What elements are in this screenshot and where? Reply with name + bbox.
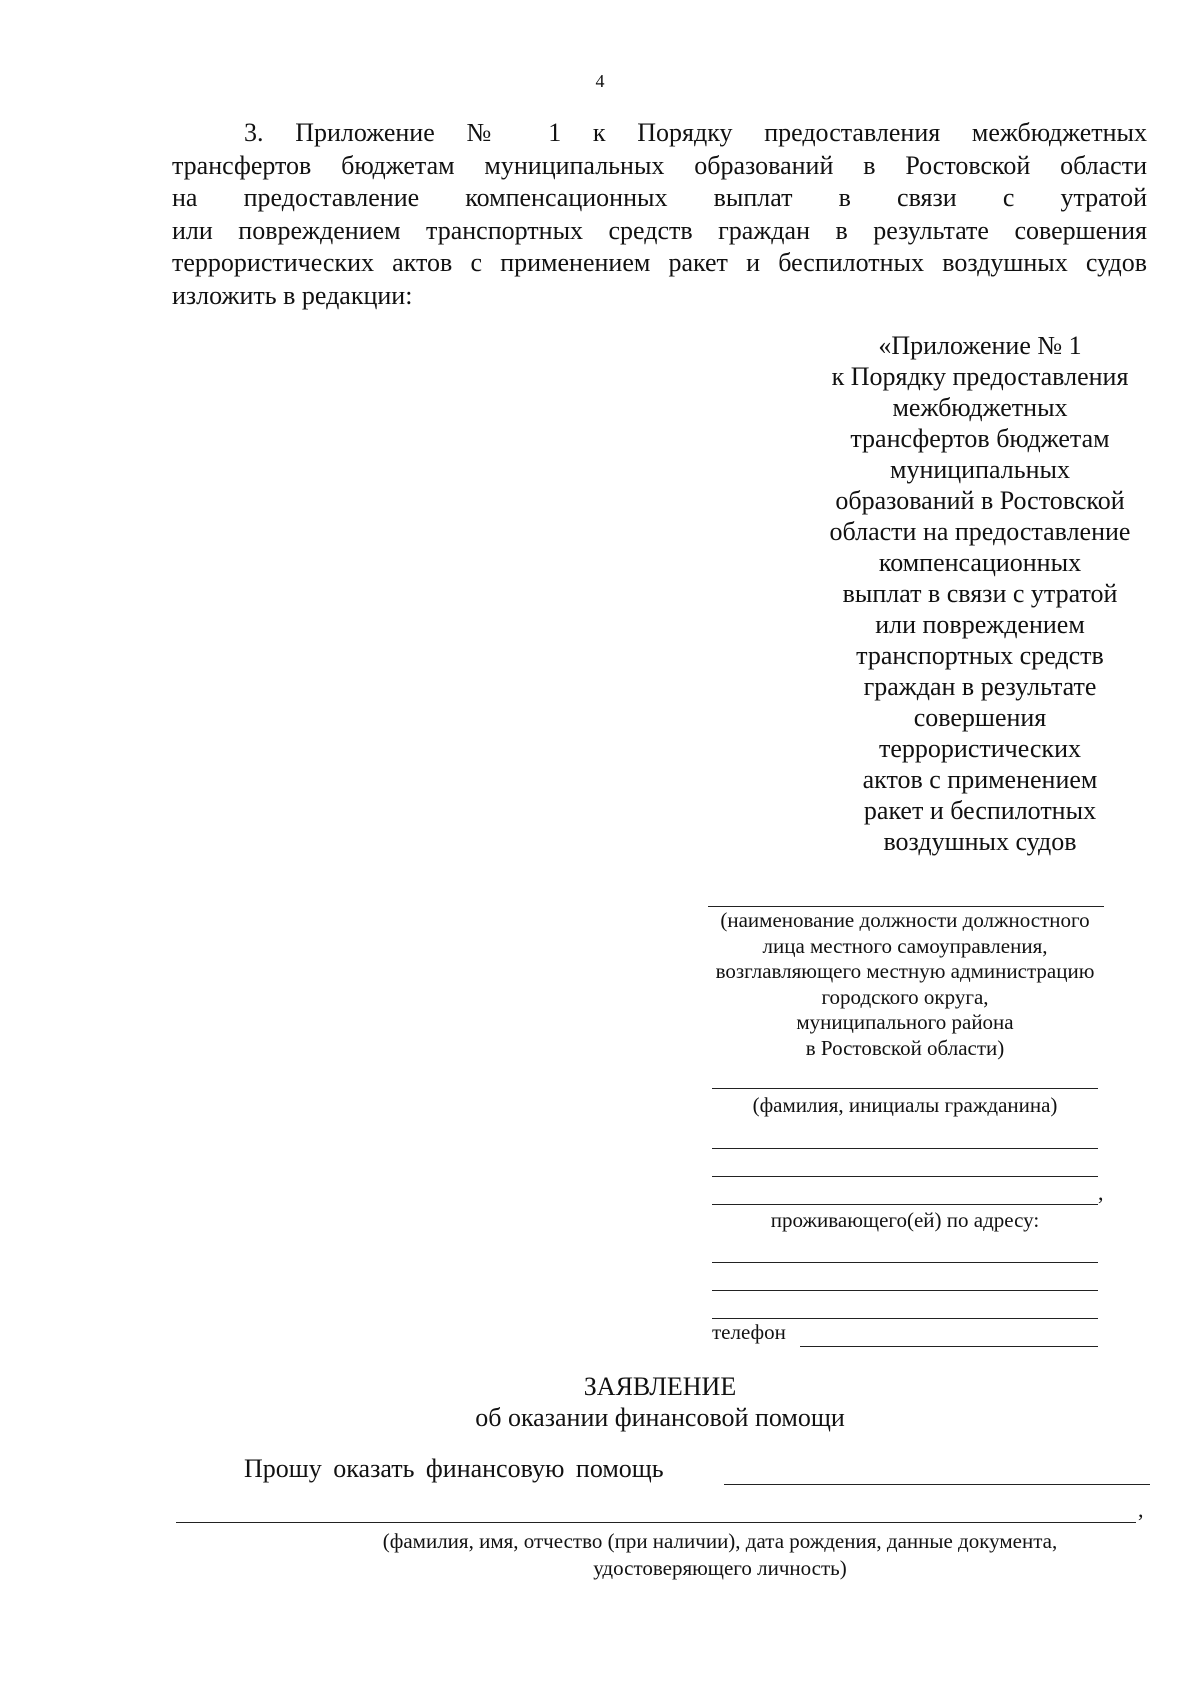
position-caption-line: лица местного самоуправления, [762,933,1048,958]
address-caption [712,1208,1098,1234]
appendix-line: муниципальных [889,455,1070,484]
position-caption-line: (наименование должности должностного [720,908,1090,932]
appendix-line: ракет и беспилотных [863,796,1097,825]
appendix-line: выплат в связи с утратой [842,579,1118,608]
appendix-line: совершения [913,703,1047,732]
address-blank-line-1[interactable] [712,1148,1098,1149]
person-details-comma: , [1138,1497,1144,1522]
position-caption-line: городского округа, [821,984,989,1009]
appendix-line: воздушных судов [883,827,1077,856]
appendix-line: граждан в результате [863,672,1097,701]
appendix-line: к Порядку предоставления [831,362,1129,391]
position-caption-line: в Ростовской области) [805,1035,1005,1060]
request-text: Прошу оказать финансовую помощь [244,1454,664,1483]
appendix-line: компенсационных [878,548,1082,577]
appendix-header [770,330,1190,857]
intro-line: на предоставление компенсационных выплат в связи с утратой [172,183,1147,212]
applicant-caption [712,1093,1098,1119]
intro-line: 3. Приложение № 1 к Порядку предоставления межбюджетных [244,118,1147,147]
appendix-line: транспортных средств [856,641,1104,670]
applicant-caption-text: (фамилия, инициалы гражданина) [752,1093,1058,1117]
intro-line: изложить в редакции: [172,280,413,310]
position-caption-line: муниципального района [796,1010,1014,1034]
statement-title: ЗАЯВЛЕНИЕ [583,1372,737,1401]
intro-line: или повреждением транспортных средств граждан в результате совершения [172,215,1147,245]
appendix-line: «Приложение № 1 [878,331,1082,360]
appendix-line: межбюджетных [892,393,1068,422]
intro-line: террористических актов с применением ракет и беспилотных воздушных судов [172,248,1147,277]
person-caption-line: удостоверяющего личность) [593,1556,847,1580]
address-blank-line-2[interactable] [712,1176,1098,1177]
address-caption-text: проживающего(ей) по адресу: [770,1208,1040,1232]
intro-paragraph [172,117,1147,312]
statement-subtitle: об оказании финансовой помощи [475,1403,845,1432]
address-comma: , [1098,1180,1104,1205]
person-caption-line: (фамилия, имя, отчество (при наличии), дата рождения, данные документа, [382,1529,1058,1553]
position-caption-line: возглавляющего местную администрацию [715,959,1095,983]
appendix-line: или повреждением [875,610,1085,639]
intro-line: трансфертов бюджетам муниципальных образований в Ростовской области [172,150,1147,180]
residence-blank-line-2[interactable] [712,1290,1098,1291]
appendix-line: трансфертов бюджетам [850,424,1110,453]
person-caption [240,1528,1200,1582]
residence-blank-line-3[interactable] [712,1318,1098,1319]
request-blank-line[interactable] [724,1484,1150,1485]
appendix-line: образований в Ростовской [835,486,1125,515]
phone-blank-line[interactable] [800,1346,1098,1347]
appendix-line: террористических [879,734,1081,763]
phone-label: телефон [712,1320,786,1344]
address-blank-line-3[interactable] [712,1204,1098,1205]
position-caption [660,908,1150,1061]
position-blank-line[interactable] [708,906,1104,907]
appendix-line: актов с применением [862,765,1098,794]
applicant-name-blank-line[interactable] [712,1088,1098,1089]
page-number: 4 [595,71,605,91]
person-details-blank-line[interactable] [176,1522,1136,1523]
residence-blank-line-1[interactable] [712,1262,1098,1263]
appendix-line: области на предоставление [829,517,1131,546]
